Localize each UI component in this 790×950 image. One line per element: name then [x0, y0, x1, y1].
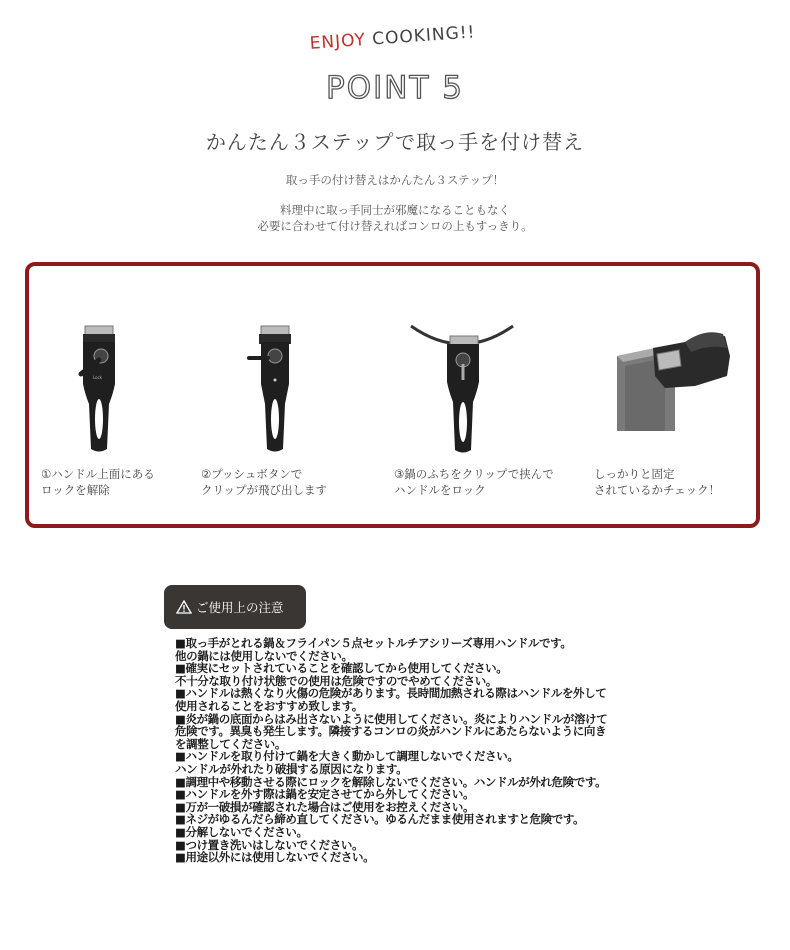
step-3-line-2: ハンドルをロック [394, 483, 486, 497]
notice-line: ■調理中や移動させる際にロックを解除しないでください。ハンドルが外れ危険です。 [175, 774, 607, 789]
notice-line: ■ハンドルを取り付けて鍋を大きく動かして調理しないでください。 [175, 749, 519, 764]
handle-lock-release-icon [77, 324, 137, 454]
step-3-caption [394, 466, 554, 498]
steps-panel [25, 262, 760, 528]
notice-line: ■用途以外には使用しないでください。 [175, 850, 375, 865]
notice-title: ご使用上の注意 [196, 600, 284, 615]
intro-line-1: 取っ手の付け替えはかんたん３ステップ！ [285, 173, 505, 187]
cooking-word: COOKING!! [371, 22, 477, 50]
point-title: POINT 5 [326, 70, 464, 106]
step-4-line-2: されているかチェック！ [594, 483, 721, 497]
step-4-line-1: しっかりと固定 [594, 467, 675, 481]
notice-line: ■取っ手がとれる鍋＆フライパン５点セットルチアシリーズ専用ハンドルです。 [175, 636, 572, 650]
handle-clip-pot-icon [407, 322, 517, 456]
notice-line: ■炎が鍋の底面からはみ出さないように使用してください。炎によりハンドルが溶けて [175, 711, 608, 726]
intro-block [0, 202, 790, 234]
handle-push-button-icon [241, 324, 301, 454]
step-3-line-1: ③鍋のふちをクリップで挟んで [394, 467, 554, 481]
step-2-line-1: ②プッシュボタンで [201, 467, 303, 481]
notice-line: ハンドルが外れたり破損する原因になります。 [175, 761, 408, 776]
notice-line: を調整してください。 [175, 736, 286, 751]
step-4-caption [594, 466, 720, 498]
intro-line-3: 必要に合わせて付け替えればコンロの上もすっきり。 [257, 219, 533, 233]
notice-line: 危険です。異臭も発生します。隣接するコンロの炎がハンドルにあたらないように向き [175, 724, 607, 739]
step-2-caption [201, 466, 327, 498]
notice-line: ■つけ置き洗いはしないでください。 [175, 837, 364, 852]
notice-line: ■ハンドルを外す際は鍋を安定させてから外してください。 [175, 787, 475, 802]
main-heading: かんたん３ステップで取っ手を付け替え [205, 130, 585, 154]
notice-line: ■分解しないでください。 [175, 824, 308, 839]
notice-line: ■確実にセットされていることを確認してから使用してください。 [175, 661, 508, 676]
notice-line: 他の鍋には使用しないでください。 [175, 648, 353, 663]
step-1-caption [41, 466, 155, 498]
notice-line: 不十分な取り付け状態での使用は危険ですのでやめてください。 [175, 673, 497, 688]
notice-badge [164, 585, 306, 629]
step-2-line-2: クリップが飛び出します [201, 483, 328, 497]
notice-list [175, 637, 635, 864]
svg-text:Lock: Lock [93, 375, 103, 380]
notice-line: ■ネジがゆるんだら締め直してください。ゆるんだまま使用されますと危険です。 [175, 812, 585, 827]
step-1-line-2: ロックを解除 [41, 483, 110, 497]
enjoy-word: ENJOY [309, 29, 367, 54]
notice-line: ■ハンドルは熱くなり火傷の危険があります。長時間加熱される際はハンドルを外して [175, 686, 607, 701]
intro-line-2: 料理中に取っ手同士が邪魔になることもなく [280, 203, 510, 217]
step-1-line-1: ①ハンドル上面にある [41, 467, 155, 481]
notice-line: 使用されることをおすすめ致します。 [175, 698, 363, 713]
warning-icon [176, 600, 192, 614]
notice-line: ■万が一破損が確認された場合はご使用をお控えください。 [175, 799, 475, 814]
handle-fixed-check-icon [615, 326, 730, 436]
enjoy-cooking-tagline [0, 1, 787, 76]
